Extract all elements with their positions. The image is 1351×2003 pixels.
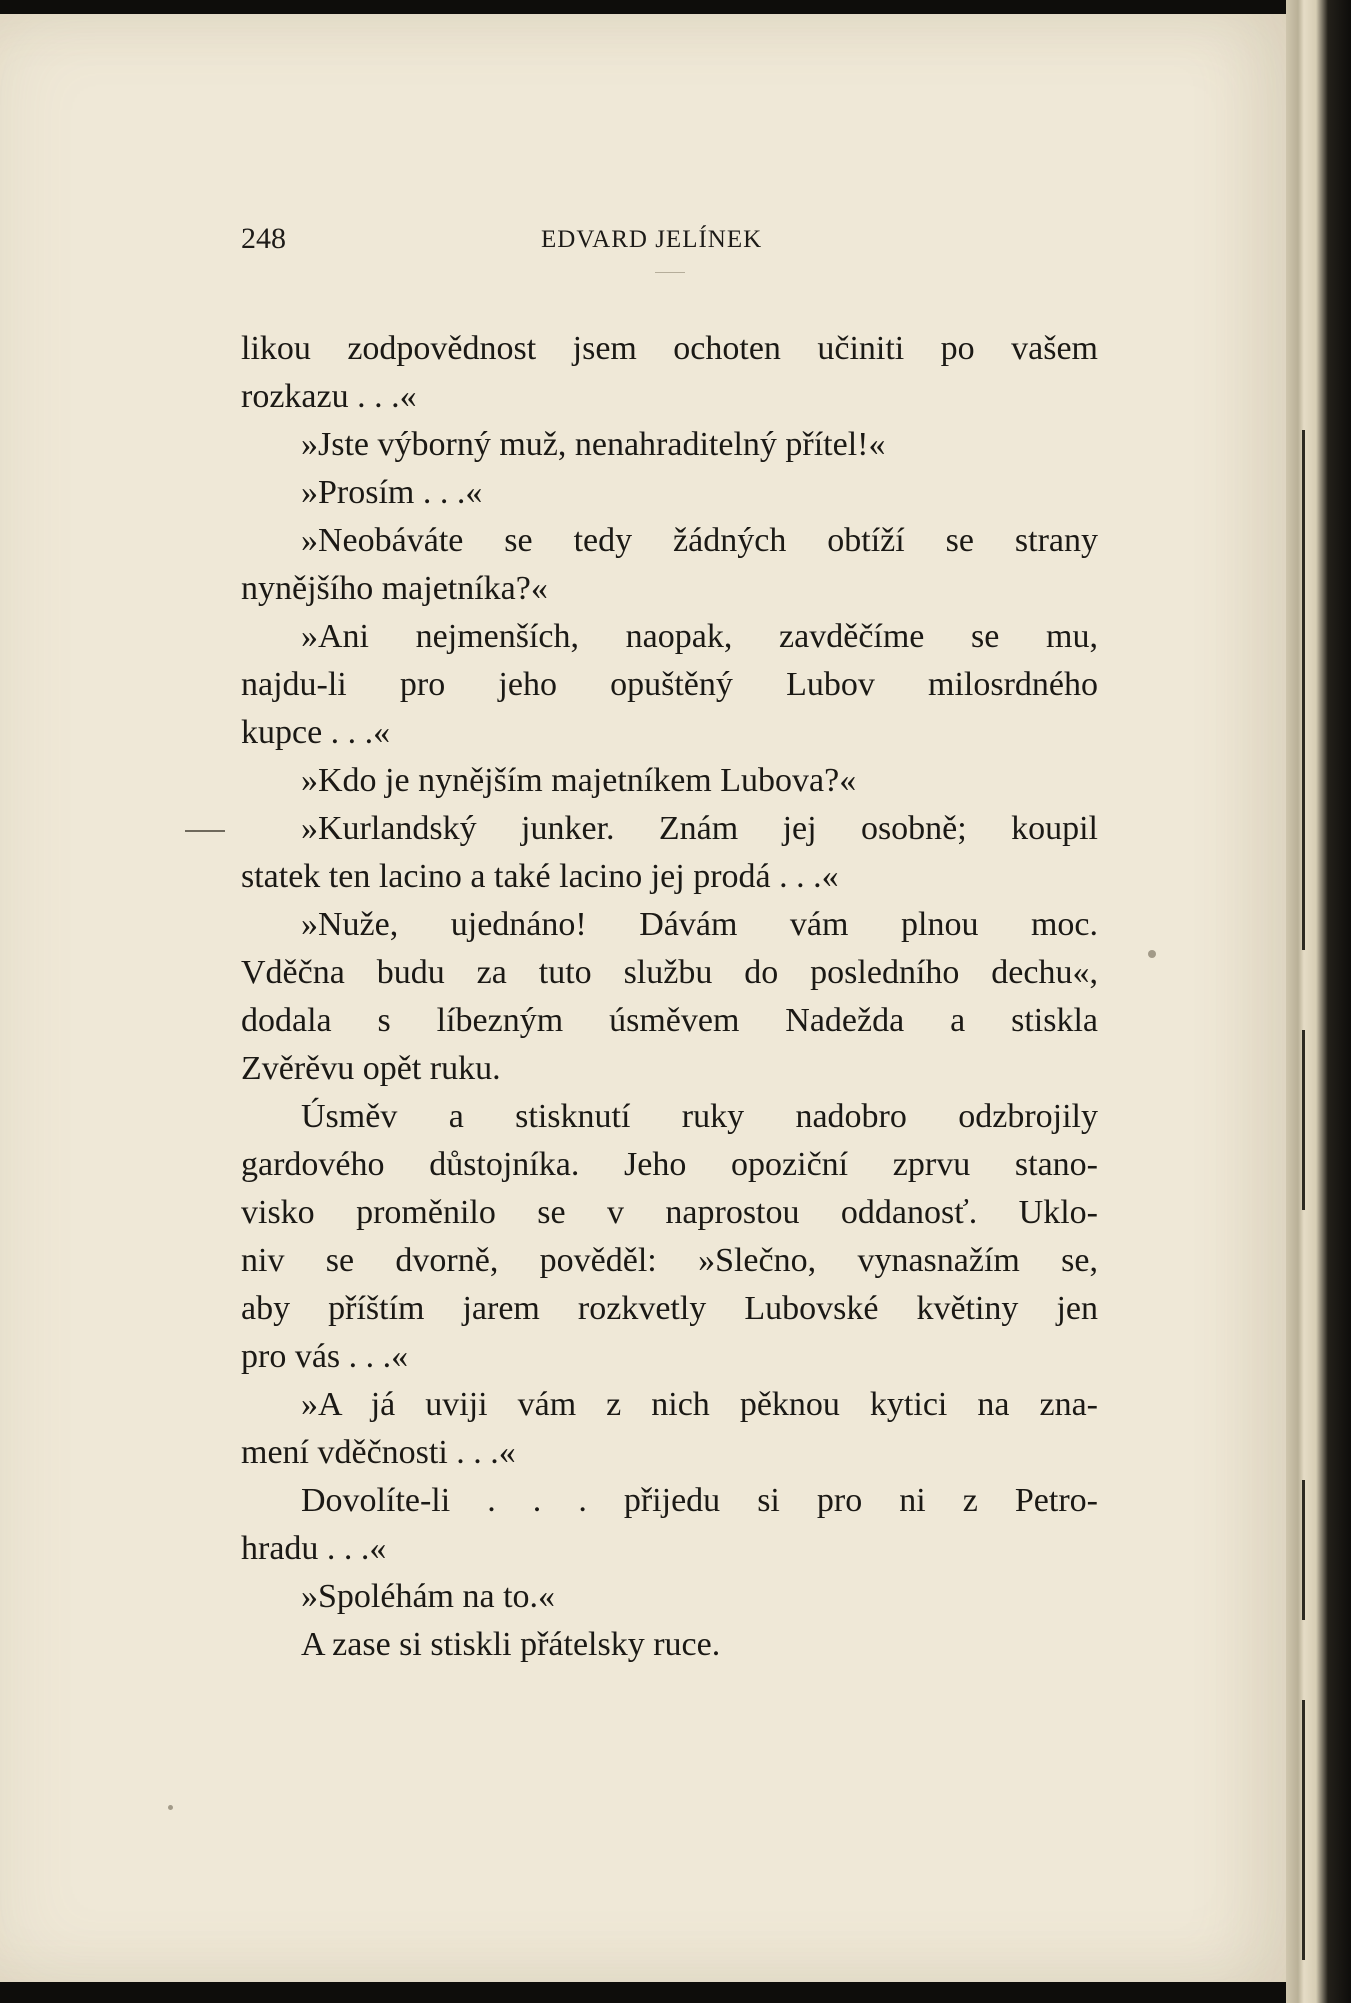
- text-line: najdu-li pro jeho opuštěný Lubov milosrdného: [241, 666, 1098, 703]
- text-line: Zvěrěvu opět ruku.: [241, 1050, 501, 1087]
- gutter-shadow-line: [1302, 430, 1305, 950]
- gutter-shadow-line: [1302, 1700, 1305, 1960]
- page-header: [241, 222, 1098, 262]
- text-line: A zase si stiskli přátelsky ruce.: [301, 1626, 721, 1663]
- text-line: statek ten lacino a také lacino jej prodá . . .«: [241, 858, 839, 895]
- text-line: kupce . . .«: [241, 714, 391, 751]
- text-line: Dovolíte-li . . . přijedu si pro ni z Petro-: [301, 1482, 1098, 1519]
- text-line: »Neobáváte se tedy žádných obtíží se strany: [301, 522, 1098, 559]
- body-text: [241, 325, 1098, 1669]
- text-line: nynějšího majetníka?«: [241, 570, 548, 607]
- text-line: »Ani nejmenších, naopak, zavděčíme se mu,: [301, 618, 1098, 655]
- page-number: 248: [241, 222, 286, 255]
- text-line: aby příštím jarem rozkvetly Lubovské květiny jen: [241, 1290, 1098, 1327]
- text-line: »Kdo je nynějším majetníkem Lubova?«: [301, 762, 857, 799]
- text-line: »Kurlandský junker. Znám jej osobně; koupil: [301, 810, 1098, 847]
- book-gutter: [1286, 0, 1351, 2003]
- text-line: likou zodpovědnost jsem ochoten učiniti po vašem: [241, 330, 1098, 367]
- gutter-shadow-line: [1302, 1480, 1305, 1620]
- text-line: hradu . . .«: [241, 1530, 387, 1567]
- text-line: »Prosím . . .«: [301, 474, 483, 511]
- text-line: gardového důstojníka. Jeho opoziční zprvu stano-: [241, 1146, 1098, 1183]
- gutter-shadow-line: [1302, 1030, 1305, 1210]
- text-line: mení vděčnosti . . .«: [241, 1434, 516, 1471]
- running-title: EDVARD JELÍNEK: [541, 226, 763, 253]
- paper-speck: [168, 1805, 173, 1810]
- text-line: Úsměv a stisknutí ruky nadobro odzbrojily: [301, 1098, 1098, 1135]
- margin-mark: [185, 830, 225, 832]
- text-line: niv se dvorně, pověděl: »Slečno, vynasnažím se,: [241, 1242, 1098, 1279]
- header-rule: [655, 272, 685, 273]
- text-line: visko proměnilo se v naprostou oddanosť. Uklo-: [241, 1194, 1098, 1231]
- text-line: rozkazu . . .«: [241, 378, 417, 415]
- text-line: »Nuže, ujednáno! Dávám vám plnou moc.: [301, 906, 1098, 943]
- paper-speck: [1148, 950, 1156, 958]
- text-line: pro vás . . .«: [241, 1338, 409, 1375]
- text-line: »A já uviji vám z nich pěknou kytici na zna-: [301, 1386, 1098, 1423]
- text-line: »Jste výborný muž, nenahraditelný přítel!«: [301, 426, 886, 463]
- text-line: Vděčna budu za tuto službu do posledního dechu«,: [241, 954, 1098, 991]
- text-line: »Spoléhám na to.«: [301, 1578, 556, 1615]
- text-line: dodala s líbezným úsměvem Nadežda a stiskla: [241, 1002, 1098, 1039]
